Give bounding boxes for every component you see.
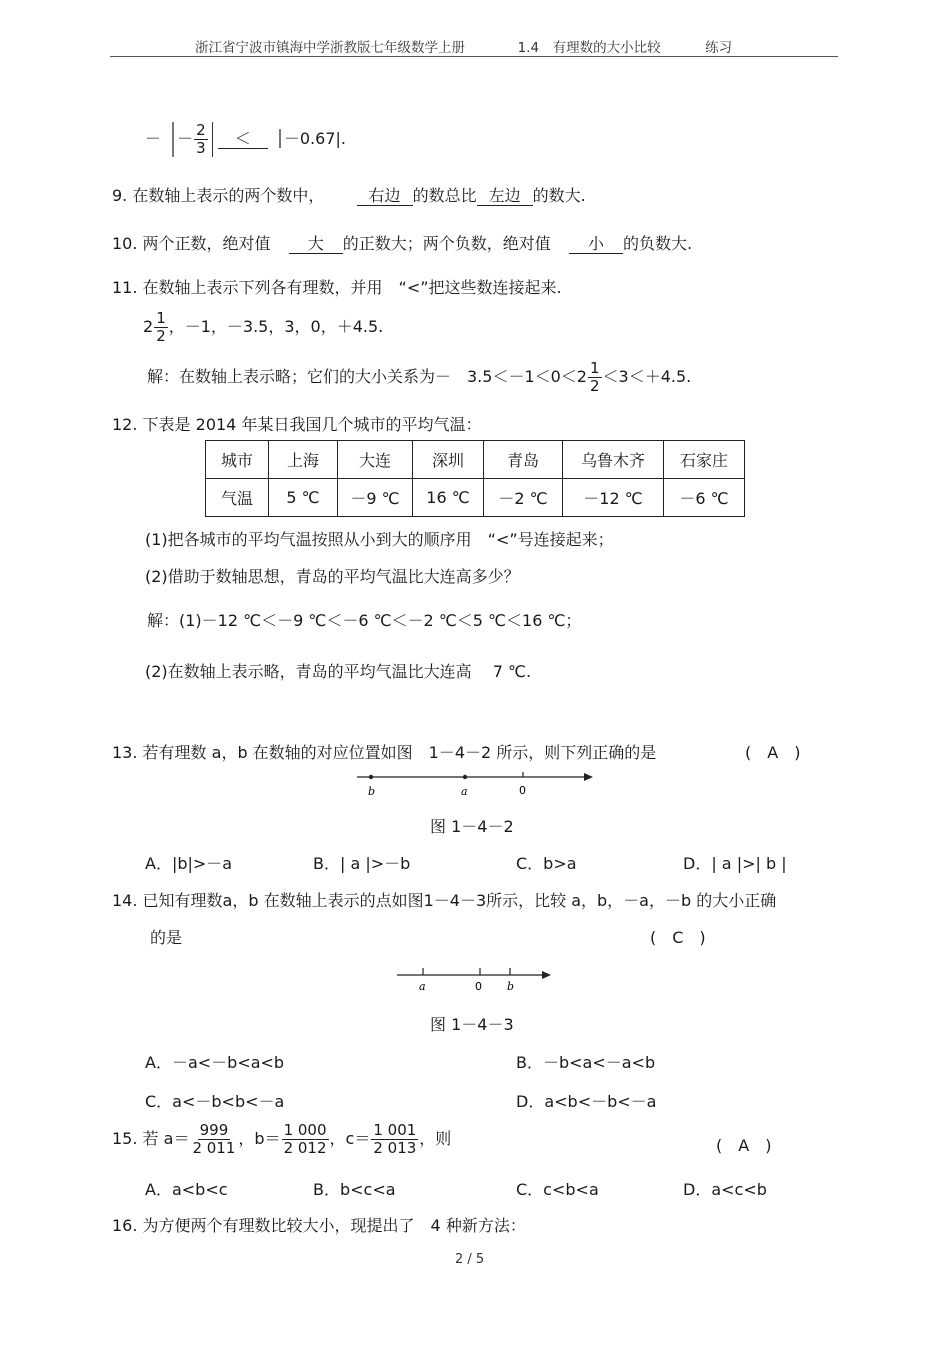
question-14-cont: 的是 — [150, 928, 183, 947]
fraction-a: $\frac{999}{2 011}$ — [192, 1121, 236, 1157]
abs-value-right: －0.67|. — [279, 129, 346, 148]
question-12: 12. 下表是 2014 年某日我国几个城市的平均气温： — [112, 415, 482, 434]
temperature-table — [205, 440, 745, 517]
table-row: 城市 上海 大连 深圳 青岛 乌鲁木齐 石家庄 — [206, 441, 745, 479]
q12-part2: (2)借助于数轴思想，青岛的平均气温比大连高多少？ — [145, 567, 520, 586]
figure-caption-1-4-3: 图 1－4－3 — [430, 1015, 514, 1034]
q8-continuation: － － $\frac{2}{3}$ ＜ －0.67|. — [145, 121, 346, 157]
point-b — [369, 775, 373, 779]
question-13: 13. 若有理数 a，b 在数轴的对应位置如图 1－4－2 所示，则下列正确的是 — [112, 743, 657, 762]
question-16: 16. 为方便两个有理数比较大小，现提出了 4 种新方法： — [112, 1216, 526, 1235]
label-b: b — [368, 785, 376, 798]
q13-option-d: D．| a |>| b | — [683, 854, 787, 873]
question-9: 9. 在数轴上表示的两个数中， 右边 的数总比 左边 的数大. — [112, 186, 586, 205]
label-a: a — [461, 785, 468, 798]
point-a — [463, 775, 467, 779]
q15-option-b: B．b<c<a — [313, 1180, 396, 1199]
q14-option-d: D．a<b<－b<－a — [516, 1092, 657, 1111]
fraction-one-half: $\frac{1}{2}$ — [156, 309, 166, 345]
arrow-head — [542, 971, 551, 979]
q13-option-c: C．b>a — [516, 854, 577, 873]
fraction-c: $\frac{1 001}{2 013}$ — [373, 1121, 417, 1157]
header-kind: 练习 — [705, 40, 733, 56]
label-zero: 0 — [475, 980, 482, 993]
figure-caption-1-4-2: 图 1－4－2 — [430, 817, 514, 836]
number-line-figure-1-4-2 — [355, 768, 595, 802]
arrow-head — [584, 773, 593, 781]
q11-number-list: 2 $\frac{1}{2}$ ，－1，－3.5，3，0，＋4.5. — [143, 309, 384, 345]
q14-option-c: C．a<－b<b<－a — [145, 1092, 285, 1111]
header-section: 1.4 有理数的大小比较 — [517, 40, 661, 56]
q15-option-a: A．a<b<c — [145, 1180, 228, 1199]
fraction-b: $\frac{1 000}{2 012}$ — [283, 1121, 327, 1157]
blank-10a: 大 — [289, 235, 343, 254]
q15-option-c: C．c<b<a — [516, 1180, 599, 1199]
header-rule — [110, 56, 838, 57]
fraction-one-half-solution: $\frac{1}{2}$ — [590, 359, 600, 395]
answer-blank: ＜ — [218, 130, 268, 149]
q13-option-a: A．|b|>－a — [145, 854, 233, 873]
page-number: 2 / 5 — [455, 1252, 485, 1267]
q14-option-b: B．－b<a<－a<b — [516, 1053, 656, 1072]
q14-option-a: A．－a<－b<a<b — [145, 1053, 285, 1072]
question-14: 14. 已知有理数a，b 在数轴上表示的点如图1－4－3所示，比较 a，b，－a，－b 的大小正确 — [112, 891, 777, 910]
q13-option-b: B．| a |>－b — [313, 854, 411, 873]
q11-solution: 解：在数轴上表示略；它们的大小关系为－ 3.5＜－1＜0＜2 $\frac{1}{2}$ ＜3＜＋4.5. — [147, 359, 692, 395]
answer-13: ( A ) — [745, 743, 801, 762]
blank-9b: 左边 — [477, 187, 533, 206]
page-header — [195, 36, 732, 56]
label-b: b — [507, 980, 515, 993]
question-11: 11. 在数轴上表示下列各有理数，并用 “<”把这些数连接起来. — [112, 278, 562, 297]
fraction-two-thirds: $\frac{2}{3}$ — [196, 121, 206, 157]
label-a: a — [419, 980, 426, 993]
table-row: 气温 5 ℃ －9 ℃ 16 ℃ －2 ℃ －12 ℃ －6 ℃ — [206, 479, 745, 517]
blank-9a: 右边 — [357, 187, 413, 206]
blank-10b: 小 — [569, 235, 623, 254]
question-15: 15. 若 a＝ $\frac{999}{2 011}$ ，b＝ $\frac{1 000}{2 012}$ ，c＝ $\frac{1 001}{2 013}$ ，则 — [112, 1121, 452, 1157]
abs-value-box: － $\frac{2}{3}$ — [172, 122, 213, 157]
question-10: 10. 两个正数，绝对值 大 的正数大；两个负数，绝对值 小 的负数大. — [112, 234, 693, 253]
q15-option-d: D．a<c<b — [683, 1180, 767, 1199]
q12-solution2: (2)在数轴上表示略，青岛的平均气温比大连高 7 ℃. — [145, 662, 532, 681]
number-line-figure-1-4-3 — [395, 962, 555, 994]
header-title: 浙江省宁波市镇海中学浙教版七年级数学上册 — [195, 40, 465, 56]
q12-solution1: 解：(1)－12 ℃＜－9 ℃＜－6 ℃＜－2 ℃＜5 ℃＜16 ℃； — [147, 611, 582, 630]
answer-15: ( A ) — [716, 1136, 772, 1155]
q12-part1: (1)把各城市的平均气温按照从小到大的顺序用 “<”号连接起来； — [145, 530, 614, 549]
label-zero: 0 — [519, 784, 526, 797]
answer-14: ( C ) — [650, 928, 706, 947]
